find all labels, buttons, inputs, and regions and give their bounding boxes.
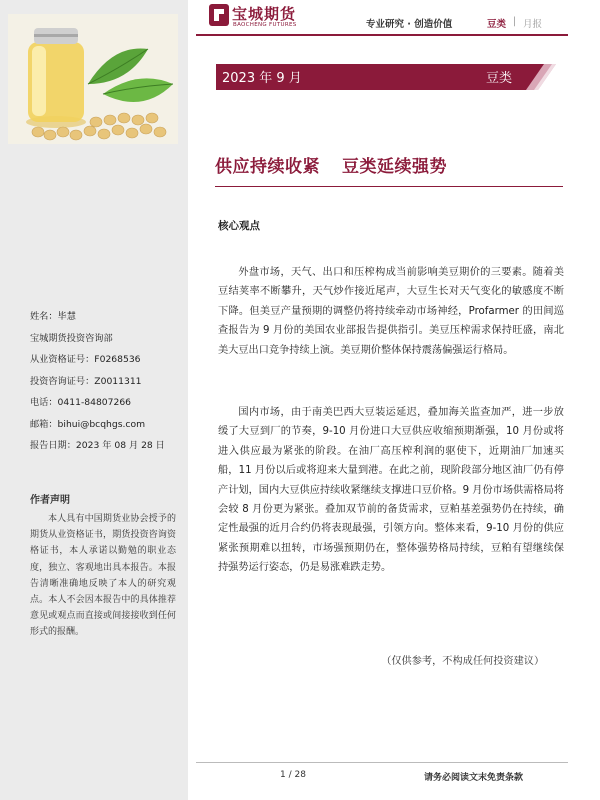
header-divider [196,34,568,36]
banner-category: 豆类 [486,71,513,86]
tagline: 专业研究 · 创造价值 [366,19,453,30]
report-date: 报告日期：2023 年 08 月 28 日 [30,440,165,451]
author-license: 从业资格证号：F0268536 [30,354,141,365]
company-logo [208,3,308,31]
page-number: 1 / 28 [280,770,306,780]
header-separator: | [513,16,517,27]
company-logo-icon [208,3,230,27]
declaration-text: 本人具有中国期货业协会授予的期货从业资格证书，期货投资咨询资格证书，本人承诺以勤勉的职业态度，独立、客观地出具本报告。本报告清晰准确地反映了本人的研究观点。本人不会因本报告中的具体推荐意见或观点而直接或间接接收到任何形式的报酬。 [30,514,176,638]
author-advisory-license: 投资咨询证号：Z0011311 [30,375,142,387]
header-category: 豆类 [487,19,507,30]
core-views-title: 核心观点 [218,220,260,232]
author-info [30,306,180,457]
author-phone: 电话：0411-84807266 [30,397,132,408]
footer-disclaimer-link: 请务必阅读文末免责条款 [424,773,524,783]
soybean-oil-illustration-icon [8,14,178,144]
footer-divider [196,762,568,763]
logo-chinese-name: 宝城期货 [232,5,297,23]
author-name: 姓名：毕慧 [30,311,76,322]
headline-part-2: 豆类延续强势 [342,157,447,177]
headline-part-1: 供应持续收紧 [215,157,320,177]
author-email: 邮箱：bihui@bcqhgs.com [30,418,146,430]
disclaimer-note: （仅供参考，不构成任何投资建议） [381,656,545,667]
soybean-oil-illustration [8,14,178,144]
sidebar [0,0,188,800]
report-headline [215,152,447,177]
paragraph-overseas-market: 外盘市场，天气、出口和压榨构成当前影响美豆期价的三要素。随着美豆结荚率不断攀升，天气炒作接近尾声，大豆生长对天气变化的敏感度不断下降。但美豆产量预期的调整仍将持续牵动市场神经，Profarmer 的田间巡查报告为 9 月份的美国农业部报告提供指引。美豆压榨需求保持旺盛，南北美大豆出口竞争持续上演。美豆期价整体保持震荡偏强运行格局。 [218,267,564,356]
banner-date: 2023 年 9 月 [222,71,302,86]
author-department: 宝城期货投资咨询部 [30,332,113,344]
paragraph-domestic-market: 国内市场，由于南美巴西大豆装运延迟，叠加海关监查加严，进一步放缓了大豆到厂的节奏，9-10 月份进口大豆供应收缩预期渐强，10 月份或将进入供应最为紧张的阶段。在油厂高压榨利润的驱使下，近期油厂加速买船，11 月份以后或将迎来大量到港。在此之前，现阶段部分地区油厂仍有停产计划，国内大豆供应持续收紧继续支撑进口豆价格。9 月份市场供需格局将会较 8 月份更为紧张。叠加双节前的备货需求，豆粕基差强势仍在持续，确定性最强的近月合约仍将表现最强，引领方向。整体来看，9-10 月份的供应紧张预期难以扭转，市场强预期仍在，整体强势格局持续，豆粕有望继续保持强势运行姿态，仍是易涨难跌走势。 [218,407,564,574]
header-report-type: 月报 [523,19,543,30]
logo-english-name: BAOCHENG FUTURES [233,22,297,28]
declaration-title: 作者声明 [30,495,70,506]
headline-divider [215,186,563,187]
